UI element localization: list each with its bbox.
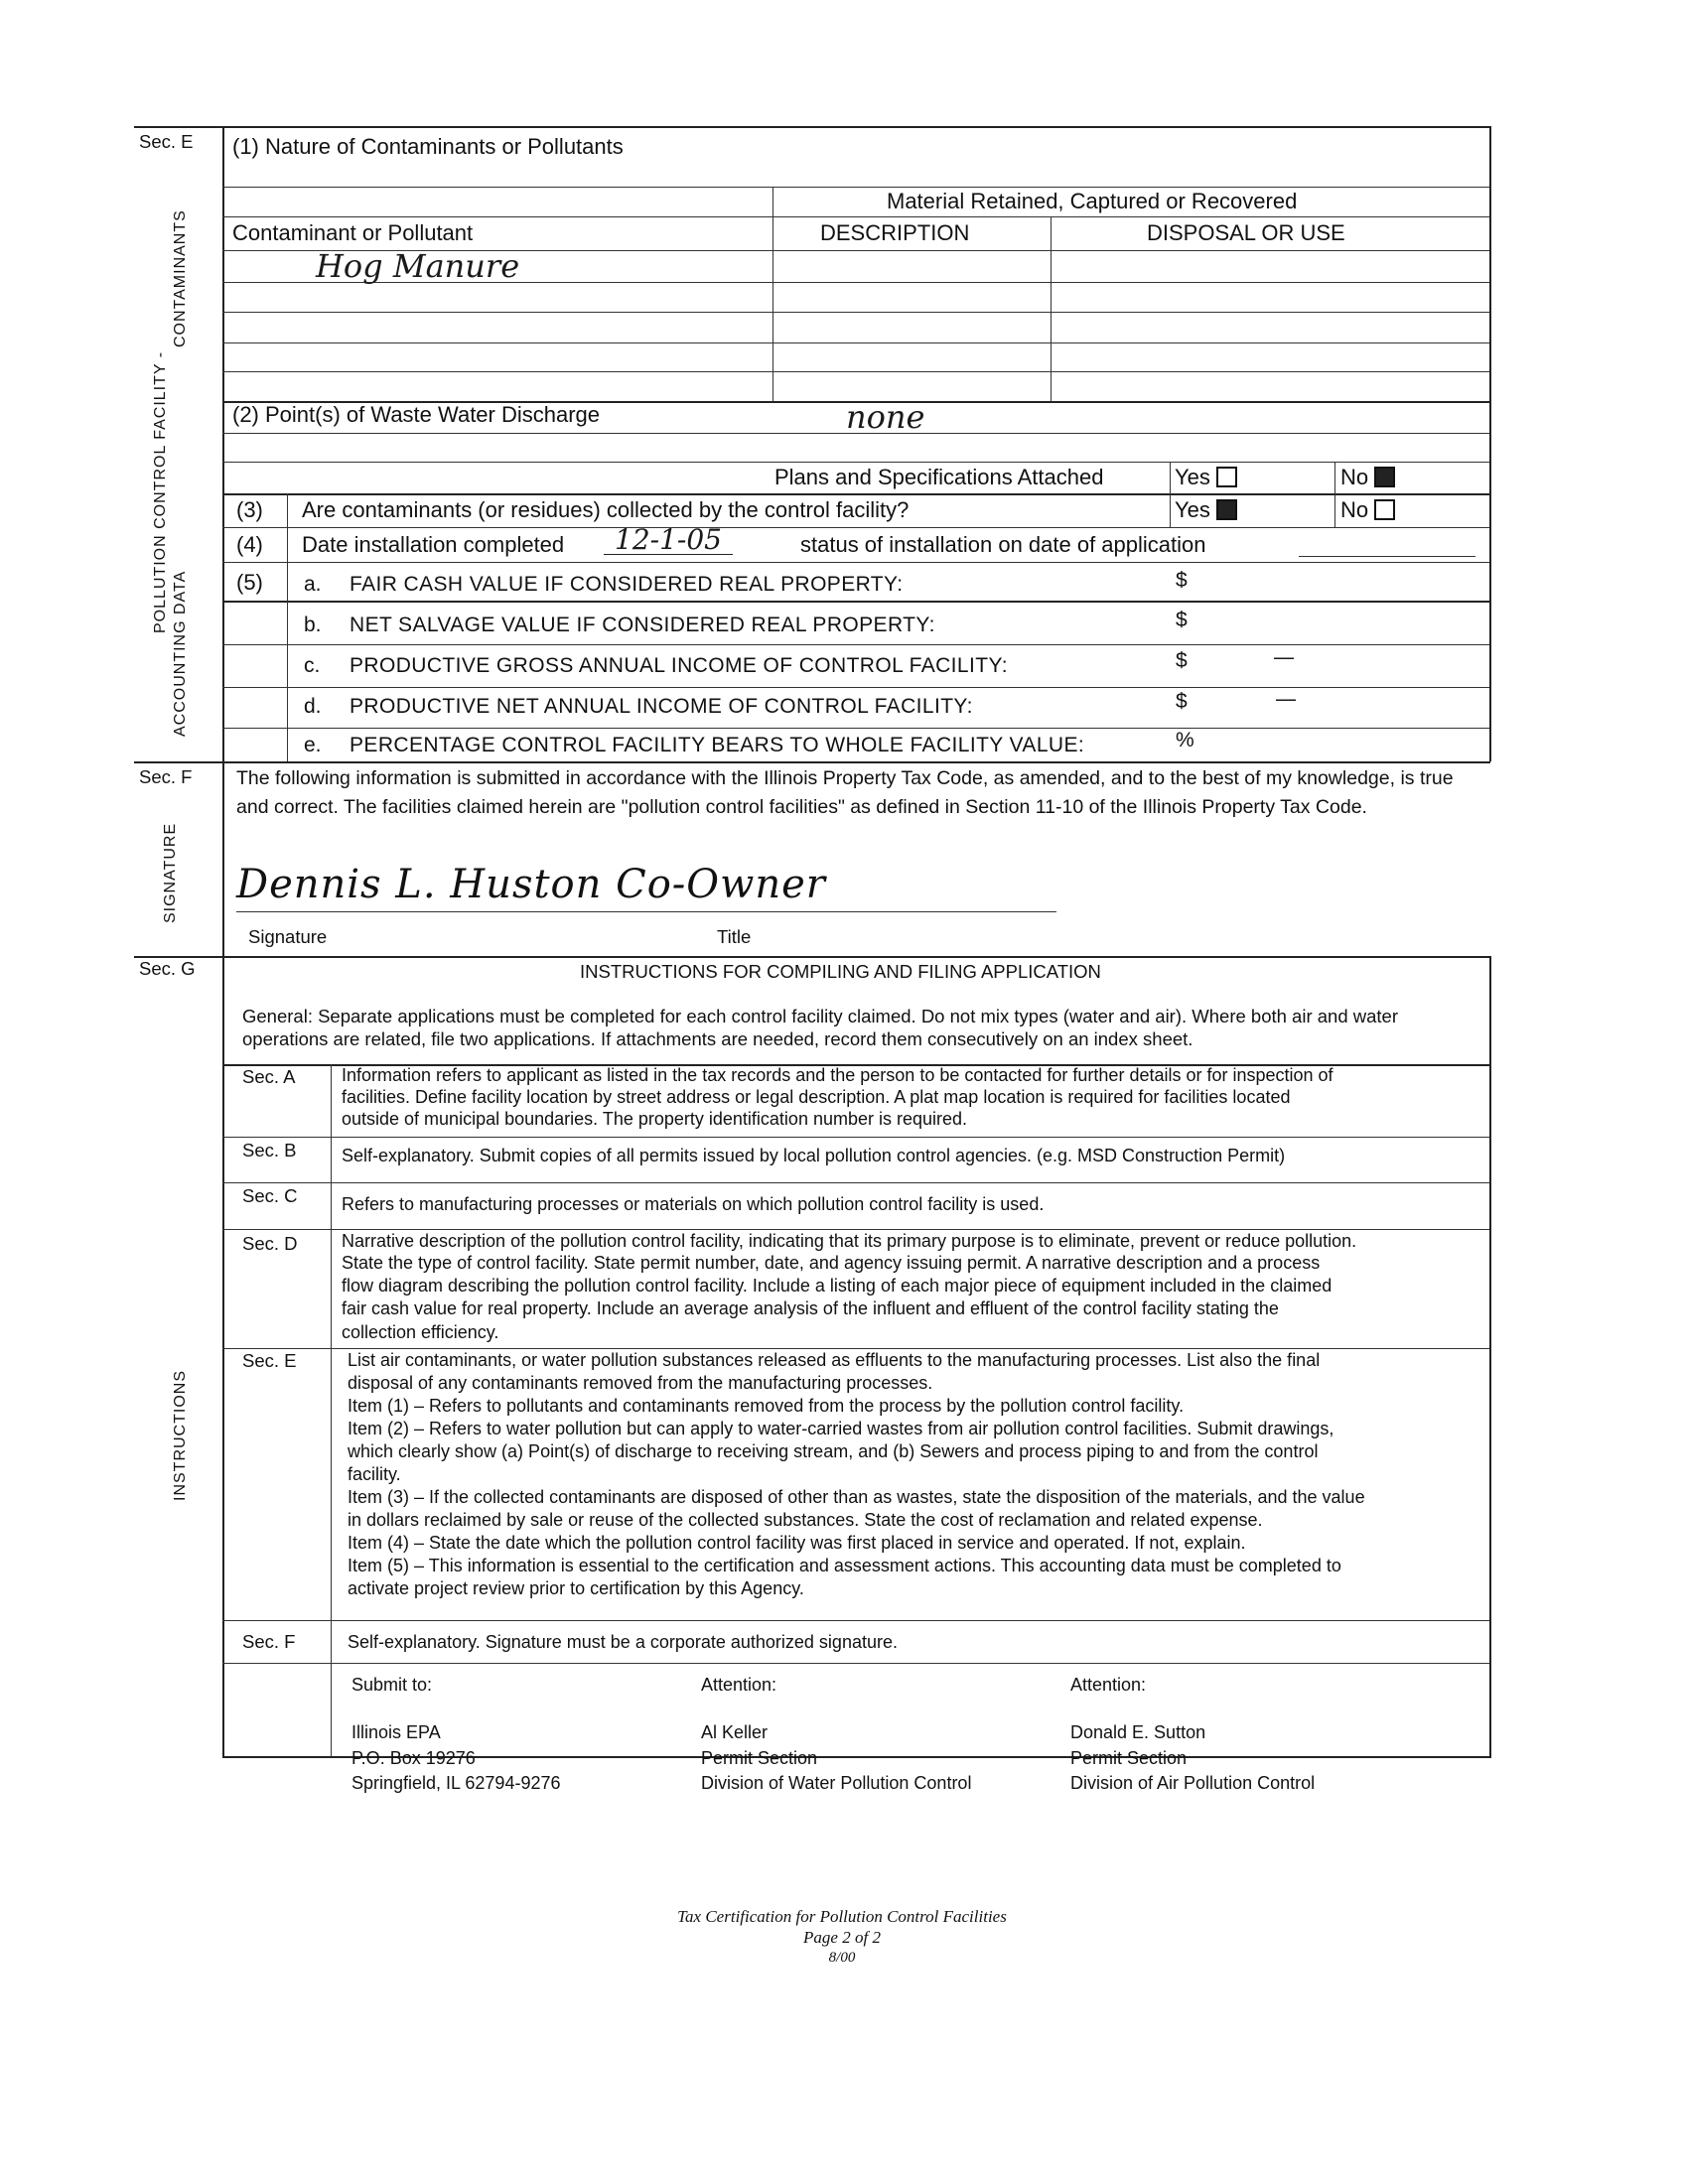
accounting-unit: $	[1176, 649, 1188, 672]
instruction-line: State the type of control facility. State permit number, date, and agency issuing permit. A narrative description and a process	[342, 1253, 1321, 1273]
instruction-line: Self-explanatory. Signature must be a corporate authorized signature.	[348, 1632, 898, 1652]
submit-line: Illinois EPA	[351, 1722, 441, 1742]
item4-num: (4)	[236, 532, 263, 557]
item5-num: (5)	[236, 570, 263, 595]
submit-line: P.O. Box 19276	[351, 1748, 476, 1768]
accounting-letter: e.	[304, 734, 322, 756]
plans-no-checkbox[interactable]	[1374, 467, 1395, 487]
accounting-label: PRODUCTIVE GROSS ANNUAL INCOME OF CONTROL FACILITY:	[350, 654, 1008, 677]
plans-yes[interactable]	[1175, 467, 1237, 489]
item3-num: (3)	[236, 497, 263, 522]
item3-no-checkbox[interactable]	[1374, 499, 1395, 520]
sec-g-label: Sec. G	[139, 958, 196, 979]
item3-yes[interactable]	[1175, 499, 1237, 522]
title-label: Title	[717, 926, 752, 947]
accounting-label: NET SALVAGE VALUE IF CONSIDERED REAL PROPERTY:	[350, 614, 935, 636]
item1-title: (1) Nature of Contaminants or Pollutants	[232, 134, 624, 159]
item3-label: Are contaminants (or residues) collected by the control facility?	[302, 497, 910, 522]
col-contaminant-header: Contaminant or Pollutant	[232, 220, 474, 245]
instruction-line: disposal of any contaminants removed from the manufacturing processes.	[348, 1373, 933, 1393]
side-label-instructions: INSTRUCTIONS	[172, 1370, 189, 1501]
footer-date: 8/00	[828, 1950, 856, 1966]
plans-no[interactable]	[1340, 467, 1395, 489]
item3-no[interactable]	[1340, 499, 1395, 522]
instruction-sec: Sec. A	[242, 1066, 296, 1087]
instructions-general: General: Separate applications must be completed for each control facility claimed. Do not mix types (water and air). Where both air and water operations are related, file two applications. If attachments are needed, record them consecutively on an index sheet.	[242, 1006, 1399, 1049]
submit-line: Permit Section	[701, 1748, 818, 1768]
plans-yes-label: Yes	[1175, 465, 1210, 489]
item3-no-label: No	[1340, 497, 1369, 522]
col-description-header: DESCRIPTION	[820, 220, 970, 245]
accounting-letter: c.	[304, 654, 321, 677]
submit-line: Donald E. Sutton	[1070, 1722, 1206, 1742]
accounting-label: PRODUCTIVE NET ANNUAL INCOME OF CONTROL FACILITY:	[350, 695, 973, 718]
submit-line: Springfield, IL 62794-9276	[351, 1773, 561, 1793]
accounting-letter: a.	[304, 573, 322, 596]
instruction-sec: Sec. B	[242, 1140, 297, 1160]
instruction-line: facilities. Define facility location by street address or legal description. A plat map location is required for facilities located	[342, 1087, 1291, 1107]
plans-yes-checkbox[interactable]	[1216, 467, 1237, 487]
accounting-letter: b.	[304, 614, 322, 636]
sec-f-statement: The following information is submitted in accordance with the Illinois Property Tax Code, as amended, and to the best of my knowledge, is true and correct. The facilities claimed herein are "pollution control facilities" as defined in Section 11-10 of the Illinois Property Tax Code.	[236, 767, 1454, 818]
instruction-line: Self-explanatory. Submit copies of all permits issued by local pollution control agencies. (e.g. MSD Construction Permit)	[342, 1146, 1286, 1165]
instruction-line: List air contaminants, or water pollution substances released as effluents to the manufacturing processes. List also the final	[348, 1350, 1321, 1370]
accounting-label: PERCENTAGE CONTROL FACILITY BEARS TO WHOLE FACILITY VALUE:	[350, 734, 1085, 756]
instruction-line: flow diagram describing the pollution control facility. Include a listing of each major piece of equipment included in the claimed	[342, 1276, 1333, 1296]
plans-label: Plans and Specifications Attached	[774, 465, 1104, 489]
signature-line	[236, 911, 1056, 912]
col-disposal-header: DISPOSAL OR USE	[1147, 220, 1345, 245]
accounting-unit: $	[1176, 609, 1188, 631]
instruction-sec: Sec. F	[242, 1631, 296, 1652]
instruction-sec: Sec. D	[242, 1233, 298, 1254]
footer-page: Page 2 of 2	[803, 1928, 881, 1947]
item2-label: (2) Point(s) of Waste Water Discharge	[232, 402, 601, 427]
sec-f-label: Sec. F	[139, 766, 193, 787]
accounting-unit: %	[1176, 729, 1194, 751]
instruction-line: Item (4) – State the date which the pollution control facility was first placed in service and operated. If not, explain.	[348, 1533, 1246, 1553]
accounting-label: FAIR CASH VALUE IF CONSIDERED REAL PROPERTY:	[350, 573, 904, 596]
instruction-line: Information refers to applicant as listed in the tax records and the person to be contacted for further details or for inspection of	[342, 1065, 1333, 1085]
instruction-sec: Sec. C	[242, 1185, 298, 1206]
instruction-line: Item (2) – Refers to water pollution but can apply to water-carried wastes from air pollution control facilities. Submit drawings,	[348, 1419, 1334, 1438]
side-label-contaminants: CONTAMINANTS	[172, 209, 189, 347]
instruction-line: collection efficiency.	[342, 1322, 499, 1342]
accounting-value[interactable]: —	[1275, 687, 1297, 712]
submit-line: Division of Water Pollution Control	[701, 1773, 972, 1793]
contaminant-value[interactable]: Hog Manure	[316, 247, 520, 285]
submit-line: Attention:	[701, 1675, 777, 1695]
instruction-sec: Sec. E	[242, 1350, 297, 1371]
submit-line: Division of Air Pollution Control	[1070, 1773, 1316, 1793]
accounting-unit: $	[1176, 690, 1188, 713]
instruction-line: Item (1) – Refers to pollutants and contaminants removed from the process by the pollution control facility.	[348, 1396, 1185, 1416]
item3-yes-checkbox[interactable]	[1216, 499, 1237, 520]
instructions-title: INSTRUCTIONS FOR COMPILING AND FILING APPLICATION	[580, 961, 1101, 982]
sec-e-label: Sec. E	[139, 131, 194, 152]
instruction-line: Refers to manufacturing processes or materials on which pollution control facility is used.	[342, 1194, 1045, 1214]
instruction-line: fair cash value for real property. Include an average analysis of the influent and effluent of the control facility stating the	[342, 1298, 1279, 1318]
accounting-letter: d.	[304, 695, 322, 718]
instruction-line: activate project review prior to certification by this Agency.	[348, 1578, 804, 1598]
accounting-unit: $	[1176, 569, 1188, 592]
signature-image[interactable]: Dennis L. Huston Co-Owner	[236, 862, 826, 907]
plans-no-label: No	[1340, 465, 1369, 489]
instruction-line: Item (3) – If the collected contaminants are disposed of other than as wastes, state the disposition of the materials, and the value	[348, 1487, 1365, 1507]
item4-status-label: status of installation on date of application	[800, 532, 1206, 557]
item4-status-blank[interactable]	[1299, 556, 1475, 557]
submit-line: Submit to:	[351, 1675, 433, 1695]
item2-value[interactable]: none	[846, 398, 925, 436]
item4-label: Date installation completed	[302, 532, 565, 557]
signature-label: Signature	[248, 926, 328, 947]
material-header: Material Retained, Captured or Recovered	[887, 189, 1298, 213]
item4-date[interactable]	[604, 523, 733, 556]
accounting-value[interactable]: —	[1273, 645, 1295, 670]
item3-yes-label: Yes	[1175, 497, 1210, 522]
submit-line: Al Keller	[701, 1722, 769, 1742]
submit-line: Attention:	[1070, 1675, 1147, 1695]
item4-date-value: 12-1-05	[604, 526, 733, 555]
side-label-accounting-data: ACCOUNTING DATA	[172, 570, 189, 737]
footer-title: Tax Certification for Pollution Control Facilities	[677, 1907, 1007, 1926]
instruction-line: Narrative description of the pollution control facility, indicating that its primary purpose is to eliminate, prevent or reduce pollution.	[342, 1231, 1357, 1251]
instruction-line: in dollars reclaimed by sale or reuse of the collected substances. State the cost of reclamation and related expense.	[348, 1510, 1263, 1530]
instruction-line: outside of municipal boundaries. The property identification number is required.	[342, 1109, 968, 1129]
side-label-signature: SIGNATURE	[162, 822, 179, 923]
instruction-line: which clearly show (a) Point(s) of discharge to receiving stream, and (b) Sewers and process piping to and from the control	[348, 1441, 1319, 1461]
side-label-pollution-control: POLLUTION CONTROL FACILITY -	[152, 350, 169, 633]
instruction-line: facility.	[348, 1464, 401, 1484]
submit-line: Permit Section	[1070, 1748, 1188, 1768]
instruction-line: Item (5) – This information is essential to the certification and assessment actions. This accounting data must be completed to	[348, 1556, 1341, 1575]
